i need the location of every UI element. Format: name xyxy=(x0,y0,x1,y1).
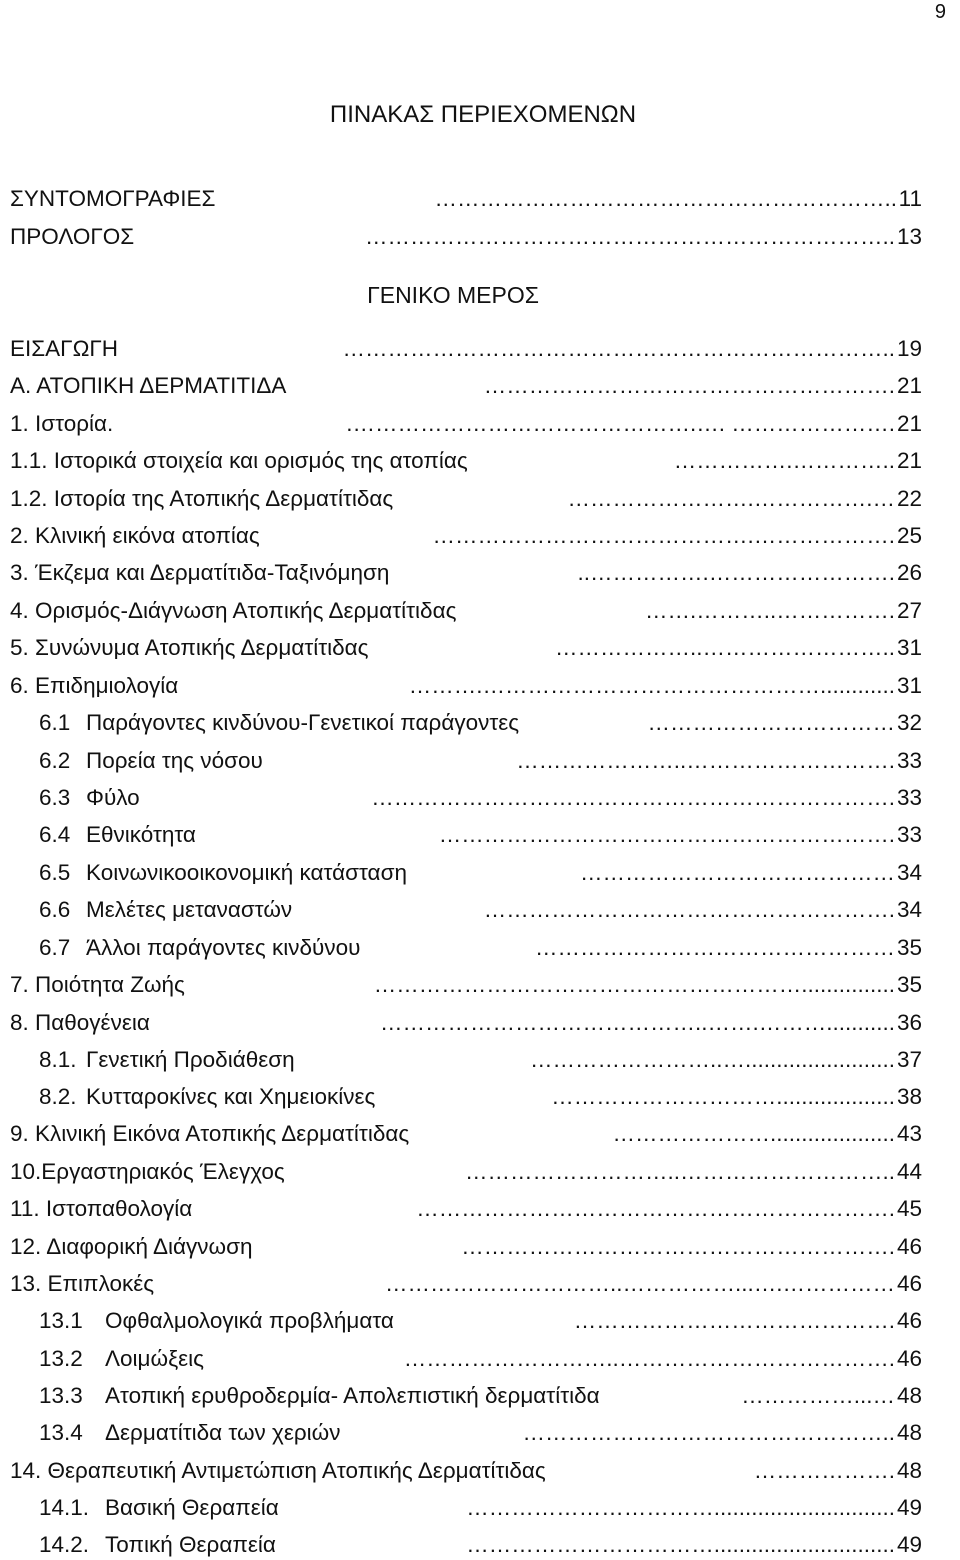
dot-leader: ………………………………………………. xyxy=(483,373,895,398)
toc-entry-text: 1.2. Ιστορία της Ατοπικής Δερματίτιδας xyxy=(10,486,394,511)
toc-entry-page: 46 xyxy=(895,1232,922,1262)
toc-entry-title xyxy=(10,596,456,626)
toc-entry-text: Οφθαλμολογικά προβλήματα xyxy=(105,1308,394,1333)
toc-entry-text: 10.Εργαστηριακός Έλεγχος xyxy=(10,1159,285,1184)
toc-entry-text: ΣΥΝΤΟΜΟΓΡΑΦΙΕΣ xyxy=(10,186,216,211)
dot-leader: …………………….…………….… xyxy=(567,486,895,511)
toc-entry[interactable] xyxy=(10,1157,922,1187)
toc-entry[interactable] xyxy=(10,222,922,252)
section-heading xyxy=(0,280,960,310)
dot-leader: ……………………………………. xyxy=(573,1308,895,1333)
toc-entry-title xyxy=(10,222,134,252)
toc-entry-page: 46 xyxy=(895,1344,922,1374)
dot-leader: .……………………………………….…. …………………. xyxy=(346,411,895,436)
toc-entry-title xyxy=(10,1008,150,1038)
toc-entry-number: 6.2 xyxy=(39,748,71,773)
toc-entry-title xyxy=(39,783,140,813)
toc-entry-page: 45 xyxy=(895,1194,922,1224)
dot-leader: ……………………………………………………………….. xyxy=(342,336,895,361)
toc-entry[interactable] xyxy=(10,708,922,738)
toc-entry[interactable] xyxy=(10,895,922,925)
toc-entry-page: 33 xyxy=(895,746,922,776)
toc-entry-title xyxy=(10,1456,546,1486)
toc-entry-text: 7. Ποιότητα Ζωής xyxy=(10,972,185,997)
dot-leader: …………………………… xyxy=(647,710,895,735)
dot-leader: ..…………….……………………. xyxy=(577,560,895,585)
dot-leader: …………………………………………………. xyxy=(461,1234,895,1259)
toc-entry-text: 14. Θεραπευτική Αντιμετώπιση Ατοπικής Δερματίτιδας xyxy=(10,1458,546,1483)
toc-entry-page: 19 xyxy=(895,334,922,364)
toc-entry-number: 8.1. xyxy=(39,1047,77,1072)
toc-entry[interactable] xyxy=(10,484,922,514)
toc-entry[interactable] xyxy=(10,1306,922,1336)
toc-entry-title xyxy=(39,820,196,850)
toc-entry[interactable] xyxy=(10,858,922,888)
toc-entry[interactable] xyxy=(10,1456,922,1486)
dot-leader: ………………………………………………………. xyxy=(416,1196,895,1221)
dot-leader: ………………. xyxy=(753,1458,895,1483)
toc-entry[interactable] xyxy=(10,1269,922,1299)
toc-entry[interactable] xyxy=(10,783,922,813)
toc-entry-title xyxy=(10,184,215,214)
toc-entry[interactable] xyxy=(10,409,922,439)
toc-entry-title xyxy=(10,484,393,514)
toc-entry-text: Κοινωνικοοικονομική κατάσταση xyxy=(86,860,407,885)
toc-entry-text: 9. Κλινική Εικόνα Ατοπικής Δερματίτιδας xyxy=(10,1121,410,1146)
toc-entry-title xyxy=(39,1082,375,1112)
toc-entry-text: Εθνικότητα xyxy=(86,822,196,847)
toc-entry[interactable] xyxy=(10,1082,922,1112)
toc-entry[interactable] xyxy=(10,1119,922,1149)
toc-entry-title xyxy=(10,1194,192,1224)
toc-entry-page: 48 xyxy=(895,1418,922,1448)
toc-entry[interactable] xyxy=(10,1194,922,1224)
toc-entry-title xyxy=(10,1232,253,1262)
toc-entry-text: 1.1. Ιστορικά στοιχεία και ορισμός της ατοπίας xyxy=(10,448,468,473)
toc-entry-title xyxy=(10,1157,285,1187)
toc-entry[interactable] xyxy=(10,1381,922,1411)
toc-entry-number: 6.3 xyxy=(39,785,71,810)
toc-entry[interactable] xyxy=(10,933,922,963)
toc-entry-title xyxy=(10,970,185,1000)
toc-entry-page: 46 xyxy=(895,1269,922,1299)
toc-entry-text: Γενετική Προδιάθεση xyxy=(86,1047,295,1072)
toc-entry-number: 13.3 xyxy=(39,1383,83,1408)
toc-entry-title xyxy=(39,1344,204,1374)
page-number: 9 xyxy=(934,1,946,23)
toc-entry-number: 13.1 xyxy=(39,1308,83,1333)
toc-entry-text: 3. Έκζεμα και Δερματίτιδα-Ταξινόμηση xyxy=(10,560,390,585)
dot-leader: …………………………………….………………. xyxy=(432,523,895,548)
toc-entry-page: 49 xyxy=(895,1530,922,1560)
toc-entry[interactable] xyxy=(10,1493,922,1523)
toc-entry-title xyxy=(39,1418,340,1448)
toc-entry-page: 46 xyxy=(895,1306,922,1336)
toc-entry-page: 25 xyxy=(895,521,922,551)
toc-entry-title xyxy=(10,446,468,476)
dot-leader: ……….………………………………………............ xyxy=(408,673,895,698)
toc-entry-title xyxy=(10,371,286,401)
toc-entry-text: Πορεία της νόσου xyxy=(86,748,263,773)
toc-entry-text: 13. Επιπλοκές xyxy=(10,1271,155,1296)
toc-entry-text: Παράγοντες κινδύνου-Γενετικοί παράγοντες xyxy=(86,710,520,735)
dot-leader: ………………………………………….. xyxy=(522,1420,895,1445)
toc-entry-text: Ατοπική ερυθροδερμία- Απολεπιστική δερματίτιδα xyxy=(105,1383,600,1408)
toc-entry-page: 22 xyxy=(895,484,922,514)
dot-leader: ………………………..………………………………. xyxy=(403,1346,895,1371)
toc-entry-page: 36 xyxy=(895,1008,922,1038)
dot-leader: …….………..……………. xyxy=(644,598,895,623)
toc-entry-page: 34 xyxy=(895,858,922,888)
dot-leader: …………………………………………………………….. xyxy=(364,224,895,249)
dot-leader: …………………………………… xyxy=(580,860,895,885)
toc-entry-page: 26 xyxy=(895,558,922,588)
page-title: ΠΙΝΑΚΑΣ ΠΕΡΙΕΧΟΜΕΝΩΝ xyxy=(329,101,637,128)
toc-entry-page: 44 xyxy=(895,1157,922,1187)
toc-entry[interactable] xyxy=(10,558,922,588)
toc-entry-text: ΠΡΟΛΟΓΟΣ xyxy=(10,224,135,249)
toc-entry-text: Δερματίτιδα των χεριών xyxy=(105,1420,341,1445)
toc-entry-page: 31 xyxy=(895,671,922,701)
toc-entry-page: 37 xyxy=(895,1045,922,1075)
section-heading-label: ΓΕΝΙΚΟ ΜΕΡΟΣ xyxy=(367,282,539,308)
toc-entry-page: 21 xyxy=(895,446,922,476)
dot-leader: …………………………………………………............... xyxy=(373,972,895,997)
toc-entry-number: 8.2. xyxy=(39,1084,77,1109)
toc-entry-number: 6.7 xyxy=(39,935,71,960)
toc-entry-number: 14.2. xyxy=(39,1532,90,1557)
toc-entry-page: 43 xyxy=(895,1119,922,1149)
toc-entry-page: 31 xyxy=(895,633,922,663)
toc-entry[interactable] xyxy=(10,446,922,476)
toc-entry-title xyxy=(10,409,113,439)
dot-leader: …………………………................... xyxy=(551,1084,895,1109)
toc-entry-title xyxy=(10,1269,154,1299)
toc-entry-number: 6.1 xyxy=(39,710,71,735)
dot-leader: ………………………………………… xyxy=(535,935,895,960)
toc-entry[interactable] xyxy=(10,970,922,1000)
toc-entry-title xyxy=(10,334,118,364)
toc-entry-page: 48 xyxy=(895,1381,922,1411)
toc-entry-page: 27 xyxy=(895,596,922,626)
toc-entry[interactable] xyxy=(10,184,922,214)
toc-entry[interactable] xyxy=(10,746,922,776)
dot-leader: ……………………………............................. xyxy=(466,1495,895,1520)
toc-entry-page: 21 xyxy=(895,371,922,401)
dot-leader: ………………………..……………………….. xyxy=(464,1159,895,1184)
toc-entry-number: 6.4 xyxy=(39,822,71,847)
toc-entry[interactable] xyxy=(10,521,922,551)
dot-leader: ………………………………………………. xyxy=(483,897,895,922)
toc-entry-title xyxy=(10,633,368,663)
toc-entry[interactable] xyxy=(10,671,922,701)
toc-entry-number: 13.2 xyxy=(39,1346,83,1371)
toc-entry-number: 14.1. xyxy=(39,1495,90,1520)
toc-entry-page: 38 xyxy=(895,1082,922,1112)
toc-entry-title xyxy=(39,1530,276,1560)
toc-entry[interactable] xyxy=(10,1344,922,1374)
toc-entry-text: 5. Συνώνυμα Ατοπικής Δερματίτιδας xyxy=(10,635,369,660)
toc-entry-number: 13.4 xyxy=(39,1420,83,1445)
toc-entry[interactable] xyxy=(10,1232,922,1262)
toc-entry-number: 6.6 xyxy=(39,897,71,922)
toc-entry[interactable] xyxy=(10,1530,922,1560)
toc-entry-title xyxy=(39,933,360,963)
dot-leader: ……………………………………………………………. xyxy=(371,785,895,810)
toc-entry[interactable] xyxy=(10,334,922,364)
toc-entry-text: 2. Κλινική εικόνα ατοπίας xyxy=(10,523,260,548)
dot-leader: …………………………………………………….. xyxy=(434,186,897,211)
dot-leader: …………….………….. xyxy=(673,448,895,473)
dot-leader: ……………...… xyxy=(741,1383,895,1408)
toc-entry-number: 6.5 xyxy=(39,860,71,885)
dot-leader: ………………..…………………….. xyxy=(554,635,895,660)
toc-entry-page: 48 xyxy=(895,1456,922,1486)
toc-entry-title xyxy=(39,1493,279,1523)
toc-entry[interactable] xyxy=(10,1008,922,1038)
toc-entry-text: 4. Ορισμός-Διάγνωση Ατοπικής Δερματίτιδας xyxy=(10,598,457,623)
toc-entry-text: Κυτταροκίνες και Χημειοκίνες xyxy=(86,1084,376,1109)
toc-entry-page: 13 xyxy=(895,222,922,252)
toc-entry-title xyxy=(10,558,389,588)
toc-entry-title xyxy=(39,1381,600,1411)
dot-leader: ………………….................... xyxy=(612,1121,895,1146)
toc-entry-text: Φύλο xyxy=(86,785,140,810)
toc-entry-page: 34 xyxy=(895,895,922,925)
toc-entry-text: 11. Ιστοπαθολογία xyxy=(10,1196,193,1221)
dot-leader: ……………………………………………………. xyxy=(438,822,895,847)
toc-entry-text: Άλλοι παράγοντες κινδύνου xyxy=(86,935,361,960)
toc-entry-page: 11 xyxy=(897,184,922,214)
toc-entry[interactable] xyxy=(10,633,922,663)
toc-entry-title xyxy=(39,895,292,925)
dot-leader: ……………………………............................. xyxy=(466,1532,895,1557)
toc-entry-text: 12. Διαφορική Διάγνωση xyxy=(10,1234,253,1259)
toc-entry-page: 35 xyxy=(895,970,922,1000)
dot-leader: ……………………………………..…….………........... xyxy=(379,1010,895,1035)
toc-entry-page: 33 xyxy=(895,783,922,813)
toc-entry-page: 49 xyxy=(895,1493,922,1523)
toc-entry-title xyxy=(39,1306,394,1336)
dot-leader: …………………………..……………...….…………… xyxy=(384,1271,895,1296)
dot-leader: …………………..………………………. xyxy=(516,748,895,773)
toc-entry-title xyxy=(10,521,260,551)
toc-entry-title xyxy=(39,1045,295,1075)
toc-entry-text: 1. Ιστορία. xyxy=(10,411,114,436)
toc-entry[interactable] xyxy=(10,596,922,626)
toc-entry-text: Τοπική Θεραπεία xyxy=(105,1532,276,1557)
toc-entry-title xyxy=(10,671,178,701)
toc-entry-page: 32 xyxy=(895,708,922,738)
toc-entry-page: 21 xyxy=(895,409,922,439)
toc-entry-title xyxy=(39,746,263,776)
toc-entry-text: Βασική Θεραπεία xyxy=(105,1495,279,1520)
toc-entry-text: Λοιμώξεις xyxy=(105,1346,205,1371)
toc-entry-text: Α. ΑΤΟΠΙΚΗ ΔΕΡΜΑΤΙΤΙΔΑ xyxy=(10,373,287,398)
toc-entry-title xyxy=(10,1119,409,1149)
toc-entry[interactable] xyxy=(10,1418,922,1448)
toc-entry-text: 8. Παθογένεια xyxy=(10,1010,150,1035)
toc-entry-title xyxy=(39,858,407,888)
toc-entry-page: 35 xyxy=(895,933,922,963)
dot-leader: ……………………..…........................ xyxy=(529,1047,895,1072)
toc-entry-text: Μελέτες μεταναστών xyxy=(86,897,293,922)
toc-entry[interactable] xyxy=(10,371,922,401)
toc-entry[interactable] xyxy=(10,1045,922,1075)
toc-entry-text: ΕΙΣΑΓΩΓΗ xyxy=(10,336,119,361)
toc-entry-title xyxy=(39,708,519,738)
toc-entry[interactable] xyxy=(10,820,922,850)
toc-entry-text: 6. Επιδημιολογία xyxy=(10,673,179,698)
toc-entry-page: 33 xyxy=(895,820,922,850)
